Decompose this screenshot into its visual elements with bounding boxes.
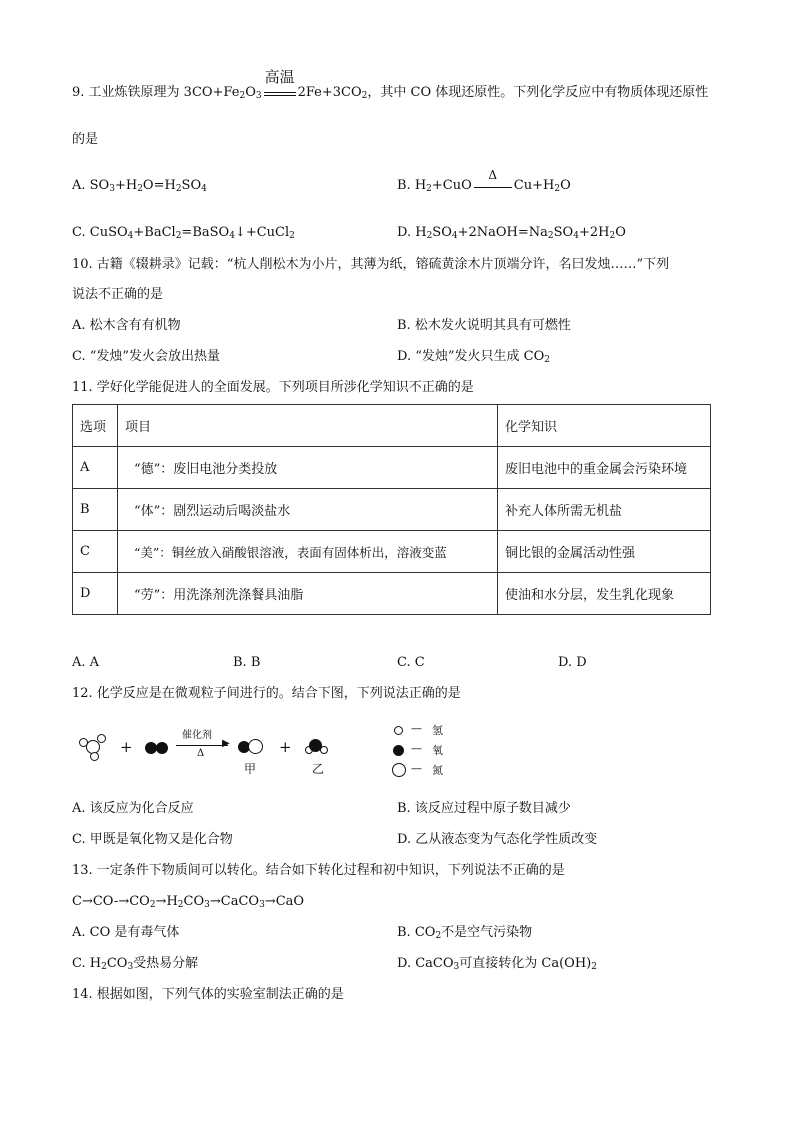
q13-option-b: B. $CO_2$不是空气污染物 [397,925,533,941]
q9-stem-line1: 9. 工业炼铁原理为 $3CO+Fe_2O_3$ 高温 $2Fe+3CO_2$，其中 CO 体现还原性。下列化学反应中有物质体现还原性 [72,67,709,101]
q11-option-d: D. D [558,655,587,670]
hydrogen-atom [320,746,328,754]
table-cell: 废旧电池中的重金属会污染环境 [498,447,711,489]
plus-sign: + [120,738,133,756]
q14-stem: 14. 根据如图，下列气体的实验室制法正确的是 [72,987,344,1002]
q11-option-a: A. A [72,655,100,670]
table-header-cell: 化学知识 [498,405,711,447]
q9-reaction-condition: 高温 [263,86,297,100]
q11-option-c: C. C [397,655,425,670]
table-row [73,447,711,489]
heat-label: Δ [197,748,205,759]
q9-heat-condition: Δ [473,179,513,193]
q11-stem: 11. 学好化学能促进人的全面发展。下列项目所涉化学知识不正确的是 [72,380,474,395]
q12-option-a: A. 该反应为化合反应 [72,801,194,816]
legend-dash: — [411,722,422,735]
table-cell: “劳”：用洗涤剂洗涤餐具油脂 [118,573,498,615]
oxygen-atom [156,742,168,754]
q10-option-b: B. 松木发火说明其具有可燃性 [397,318,571,333]
table-cell: 铜比银的金属活动性强 [498,531,711,573]
product-jia-label: 甲 [244,762,257,776]
q9-option-c: C. CuSO$_4$+BaCl$_2$=BaSO$_4$↓+CuCl$_2$ [72,225,295,241]
q13-option-c: C. $H_2CO_3$受热易分解 [72,956,199,972]
table-row [73,489,711,531]
legend-nitrogen-label: 氮 [432,764,443,777]
table-cell: A [73,447,118,489]
q12-option-d: D. 乙从液态变为气态化学性质改变 [397,832,598,847]
hydrogen-atom [79,738,88,747]
q9-stem-line2: 的是 [72,132,99,147]
hydrogen-atom [97,734,106,743]
catalyst-label: 催化剂 [182,730,212,741]
table-cell: 补充人体所需无机盐 [498,489,711,531]
plus-sign: + [279,738,292,756]
table-cell: “体”：剧烈运动后喝淡盐水 [118,489,498,531]
table-header-cell: 选项 [73,405,118,447]
q12-reaction-diagram [72,722,492,786]
q10-stem-line1: 10. 古籍《辍耕录》记载：“杭人削松木为小片，其薄为纸，镕硫黄涂木片顶端分许，名曰发烛……”下列 [72,257,670,272]
q12-stem: 12. 化学反应是在微观粒子间进行的。结合下图，下列说法正确的是 [72,686,461,701]
q12-option-b: B. 该反应过程中原子数目减少 [397,801,571,816]
q9-option-d: D. $H_2SO_4+2NaOH=Na_2SO_4+2H_2O$ [397,225,626,241]
legend-oxygen-label: 氧 [432,744,443,757]
q13-stem: 13. 一定条件下物质间可以转化。结合如下转化过程和初中知识，下列说法不正确的是 [72,863,565,878]
table-cell: “德”：废旧电池分类投放 [118,447,498,489]
reaction-arrow [176,745,228,746]
q11-table [72,404,711,615]
product-yi-label: 乙 [312,762,325,776]
nitrogen-atom [248,739,263,754]
q13-option-d: D. CaCO$_3$可直接转化为 $Ca(OH)_2$ [397,956,597,972]
legend-hydrogen-symbol [394,726,403,735]
table-cell: D [73,573,118,615]
legend-hydrogen-label: 氢 [432,724,443,737]
q12-option-c: C. 甲既是氧化物又是化合物 [72,832,233,847]
legend-dash: — [411,742,422,755]
q10-stem-line2: 说法不正确的是 [72,287,164,302]
q13-conversion-chain: $C\to CO-\to CO_2\to H_2CO_3\to CaCO_3\to CaO$ [72,894,305,910]
table-header-row [73,405,711,447]
table-header-cell: 项目 [118,405,498,447]
arrow-head-icon: ▶ [222,738,230,749]
table-row [73,531,711,573]
table-row [73,573,711,615]
table-cell: B [73,489,118,531]
table-cell: “美”：铜丝放入硝酸银溶液，表面有固体析出，溶液变蓝 [118,531,498,573]
q10-option-d: D. “发烛”发火只生成 $CO_2$ [397,349,550,365]
hydrogen-atom [90,752,99,761]
table-cell: 使油和水分层，发生乳化现象 [498,573,711,615]
q9-option-a: A. $SO_3+H_2O=H_2SO_4$ [72,178,207,194]
q9-option-b: B. $H_2+CuO$ Δ $Cu+H_2O$ [397,167,571,194]
legend-nitrogen-symbol [392,763,406,777]
q13-option-a: A. CO 是有毒气体 [72,925,180,940]
q10-option-a: A. 松木含有有机物 [72,318,181,333]
legend-dash: — [411,762,422,775]
legend-oxygen-symbol [393,745,404,756]
table-cell: C [73,531,118,573]
q10-option-c: C. “发烛”发火会放出热量 [72,349,221,364]
q11-option-b: B. B [233,655,261,670]
